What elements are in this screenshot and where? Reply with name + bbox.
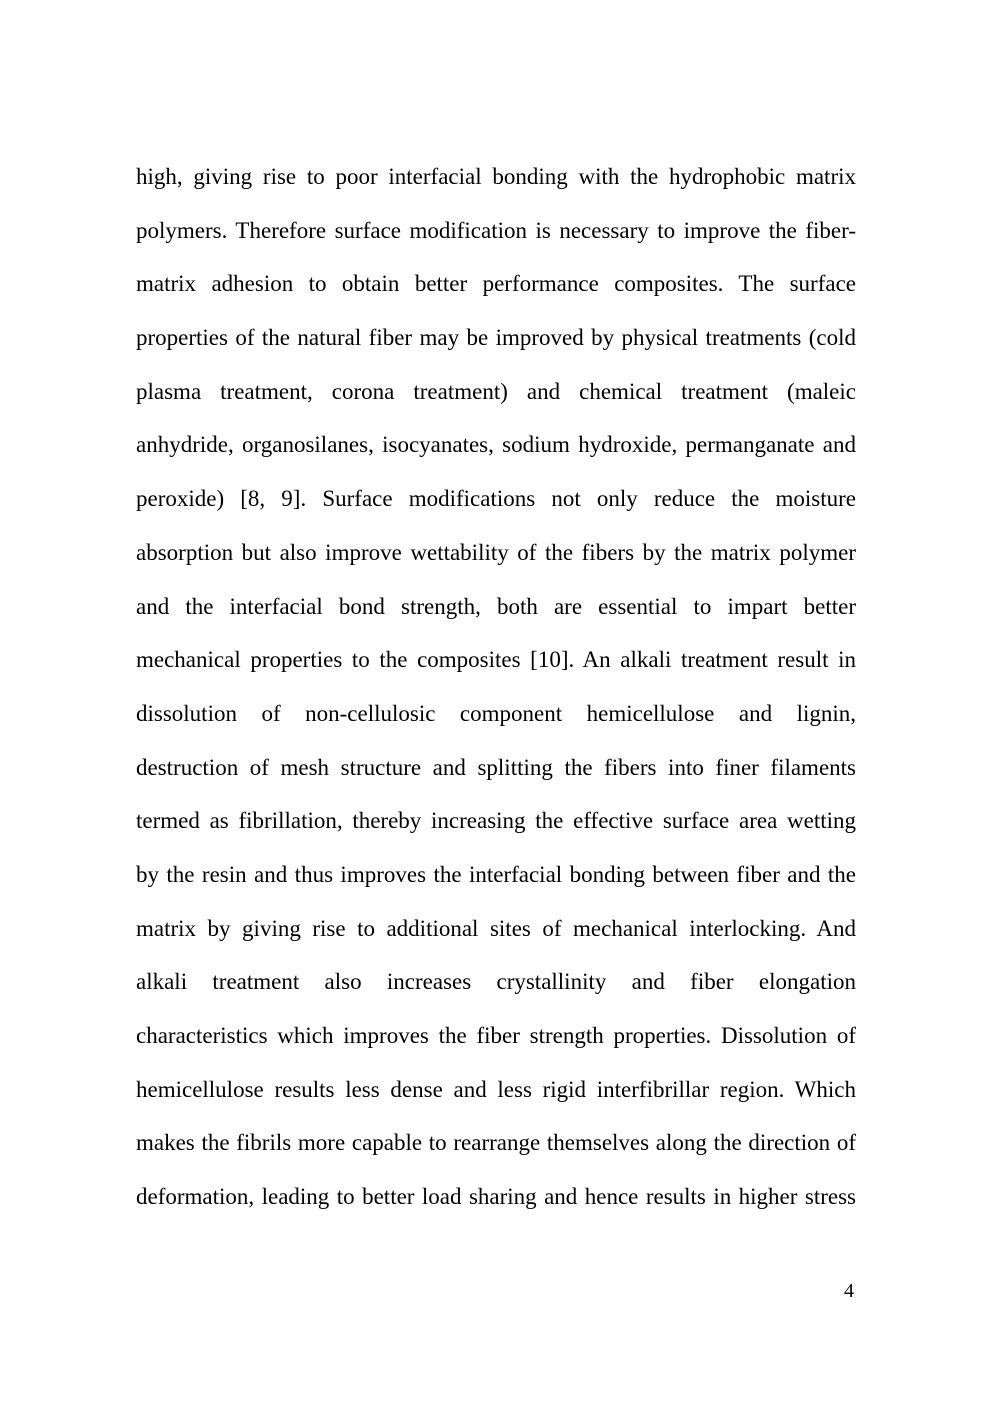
body-paragraph bbox=[136, 160, 856, 1234]
text-line: destruction of mesh structure and splitting the fibers into finer filaments bbox=[136, 754, 856, 780]
text-line: deformation, leading to better load sharing and hence results in higher stress bbox=[136, 1184, 856, 1210]
text-line: and the interfacial bond strength, both are essential to impart better bbox=[136, 593, 856, 619]
text-line: absorption but also improve wettability of the fibers by the matrix polymer bbox=[136, 539, 856, 565]
text-line: dissolution of non-cellulosic component hemicellulose and lignin, bbox=[136, 700, 856, 726]
text-line: makes the fibrils more capable to rearrange themselves along the direction of bbox=[136, 1130, 856, 1156]
text-line: high, giving rise to poor interfacial bonding with the hydrophobic matrix bbox=[136, 164, 856, 189]
text-line: hemicellulose results less dense and less rigid interfibrillar region. Which bbox=[136, 1076, 856, 1102]
text-line: properties of the natural fiber may be improved by physical treatments (cold bbox=[136, 325, 856, 351]
text-line: termed as fibrillation, thereby increasing the effective surface area wetting bbox=[136, 808, 856, 834]
text-line: by the resin and thus improves the interfacial bonding between fiber and the bbox=[136, 861, 856, 887]
text-line: polymers. Therefore surface modification is necessary to improve the fiber- bbox=[136, 217, 856, 243]
text-line: characteristics which improves the fiber strength properties. Dissolution of bbox=[136, 1023, 856, 1048]
text-line: anhydride, organosilanes, isocyanates, sodium hydroxide, permanganate and bbox=[136, 432, 856, 458]
text-line: peroxide) [8, 9]. Surface modifications not only reduce the moisture bbox=[136, 486, 856, 512]
text-line: alkali treatment also increases crystallinity and fiber elongation bbox=[136, 969, 856, 995]
text-line: plasma treatment, corona treatment) and chemical treatment (maleic bbox=[136, 378, 856, 404]
text-line: matrix by giving rise to additional sites of mechanical interlocking. And bbox=[136, 915, 856, 941]
text-line: matrix adhesion to obtain better performance composites. The surface bbox=[136, 271, 856, 297]
text-line: mechanical properties to the composites [10]. An alkali treatment result in bbox=[136, 647, 856, 673]
page-number: 4 bbox=[844, 1280, 854, 1302]
